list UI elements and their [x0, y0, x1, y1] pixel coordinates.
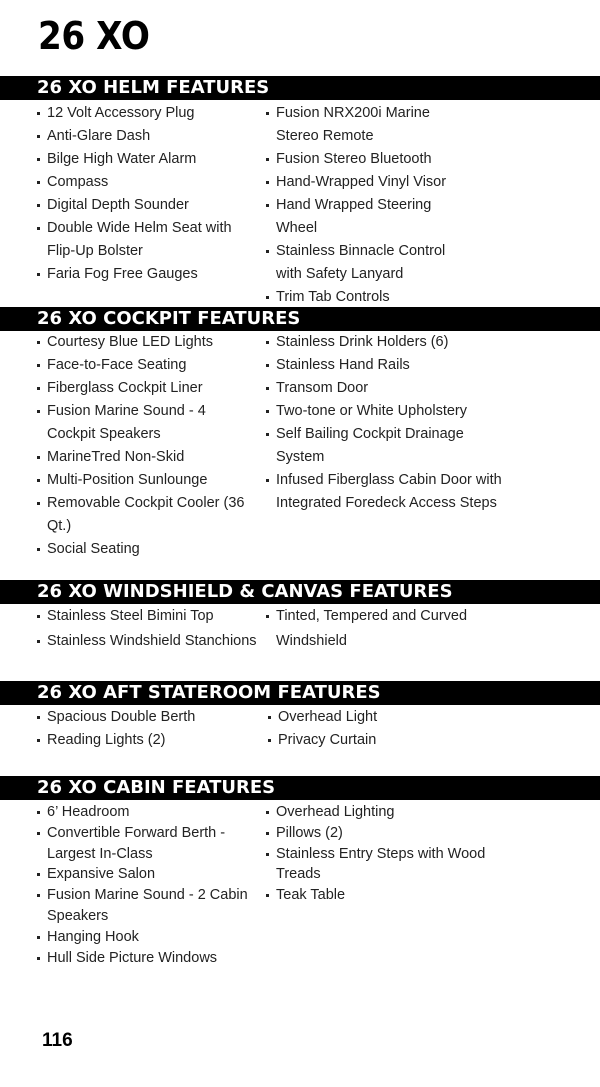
list-item: Trim Tab Controls	[264, 286, 464, 309]
list-item: Fiberglass Cockpit Liner	[35, 377, 250, 400]
cockpit-features-left	[35, 331, 250, 561]
list-item: Double Wide Helm Seat with Flip-Up Bolster	[35, 217, 263, 263]
list-item: Self Bailing Cockpit Drainage System	[264, 423, 509, 469]
list-item: Stainless Steel Bimini Top	[35, 604, 263, 629]
list-item: Fusion Stereo Bluetooth	[264, 148, 464, 171]
list-item: 6’ Headroom	[35, 802, 260, 823]
list-item: Two-tone or White Upholstery	[264, 400, 509, 423]
list-item: Fusion Marine Sound - 2 Cabin Speakers	[35, 885, 260, 927]
aft-stateroom-features-left	[35, 706, 263, 752]
section-heading-helm: 26 XO HELM FEATURES	[0, 76, 600, 100]
section-heading-windshield-canvas: 26 XO WINDSHIELD & CANVAS FEATURES	[0, 580, 600, 604]
list-item: Spacious Double Berth	[35, 706, 263, 729]
list-item: Hand-Wrapped Vinyl Visor	[264, 171, 464, 194]
list-item: Expansive Salon	[35, 864, 260, 885]
list-item: Fusion NRX200i Marine Stereo Remote	[264, 102, 464, 148]
list-item: Convertible Forward Berth - Largest In-Class	[35, 823, 260, 865]
list-item: Stainless Windshield Stanchions	[35, 629, 263, 654]
list-item: Courtesy Blue LED Lights	[35, 331, 250, 354]
list-item: Digital Depth Sounder	[35, 194, 263, 217]
page-number: 116	[42, 1030, 73, 1051]
windshield-features-left	[35, 604, 263, 653]
list-item: Stainless Entry Steps with Wood Treads	[264, 844, 504, 886]
list-item: Reading Lights (2)	[35, 729, 263, 752]
list-item: 12 Volt Accessory Plug	[35, 102, 263, 125]
list-item: Stainless Hand Rails	[264, 354, 509, 377]
list-item: Teak Table	[264, 885, 504, 906]
list-item: Face-to-Face Seating	[35, 354, 250, 377]
helm-features-left	[35, 102, 263, 286]
page-title: 26 XO	[38, 14, 150, 58]
list-item: Tinted, Tempered and Curved Windshield	[264, 604, 479, 653]
windshield-features-right	[264, 604, 479, 653]
list-item: Social Seating	[35, 538, 250, 561]
list-item: Transom Door	[264, 377, 509, 400]
list-item: Privacy Curtain	[266, 729, 566, 752]
list-item: Pillows (2)	[264, 823, 504, 844]
list-item: MarineTred Non-Skid	[35, 446, 250, 469]
list-item: Stainless Binnacle Control with Safety Lanyard	[264, 240, 464, 286]
list-item: Infused Fiberglass Cabin Door with Integrated Foredeck Access Steps	[264, 469, 509, 515]
list-item: Overhead Lighting	[264, 802, 504, 823]
list-item: Faria Fog Free Gauges	[35, 263, 263, 286]
section-heading-aft-stateroom: 26 XO AFT STATEROOM FEATURES	[0, 681, 600, 705]
list-item: Removable Cockpit Cooler (36 Qt.)	[35, 492, 250, 538]
cabin-features-left	[35, 802, 260, 968]
section-heading-cockpit: 26 XO COCKPIT FEATURES	[0, 307, 600, 331]
cockpit-features-right	[264, 331, 509, 515]
list-item: Hull Side Picture Windows	[35, 948, 260, 969]
aft-stateroom-features-right	[266, 706, 566, 752]
list-item: Overhead Light	[266, 706, 566, 729]
list-item: Hand Wrapped Steering Wheel	[264, 194, 464, 240]
list-item: Stainless Drink Holders (6)	[264, 331, 509, 354]
list-item: Bilge High Water Alarm	[35, 148, 263, 171]
cabin-features-right	[264, 802, 504, 906]
list-item: Compass	[35, 171, 263, 194]
helm-features-right	[264, 102, 464, 309]
list-item: Hanging Hook	[35, 927, 260, 948]
list-item: Fusion Marine Sound - 4 Cockpit Speakers	[35, 400, 250, 446]
list-item: Multi-Position Sunlounge	[35, 469, 250, 492]
section-heading-cabin: 26 XO CABIN FEATURES	[0, 776, 600, 800]
list-item: Anti-Glare Dash	[35, 125, 263, 148]
